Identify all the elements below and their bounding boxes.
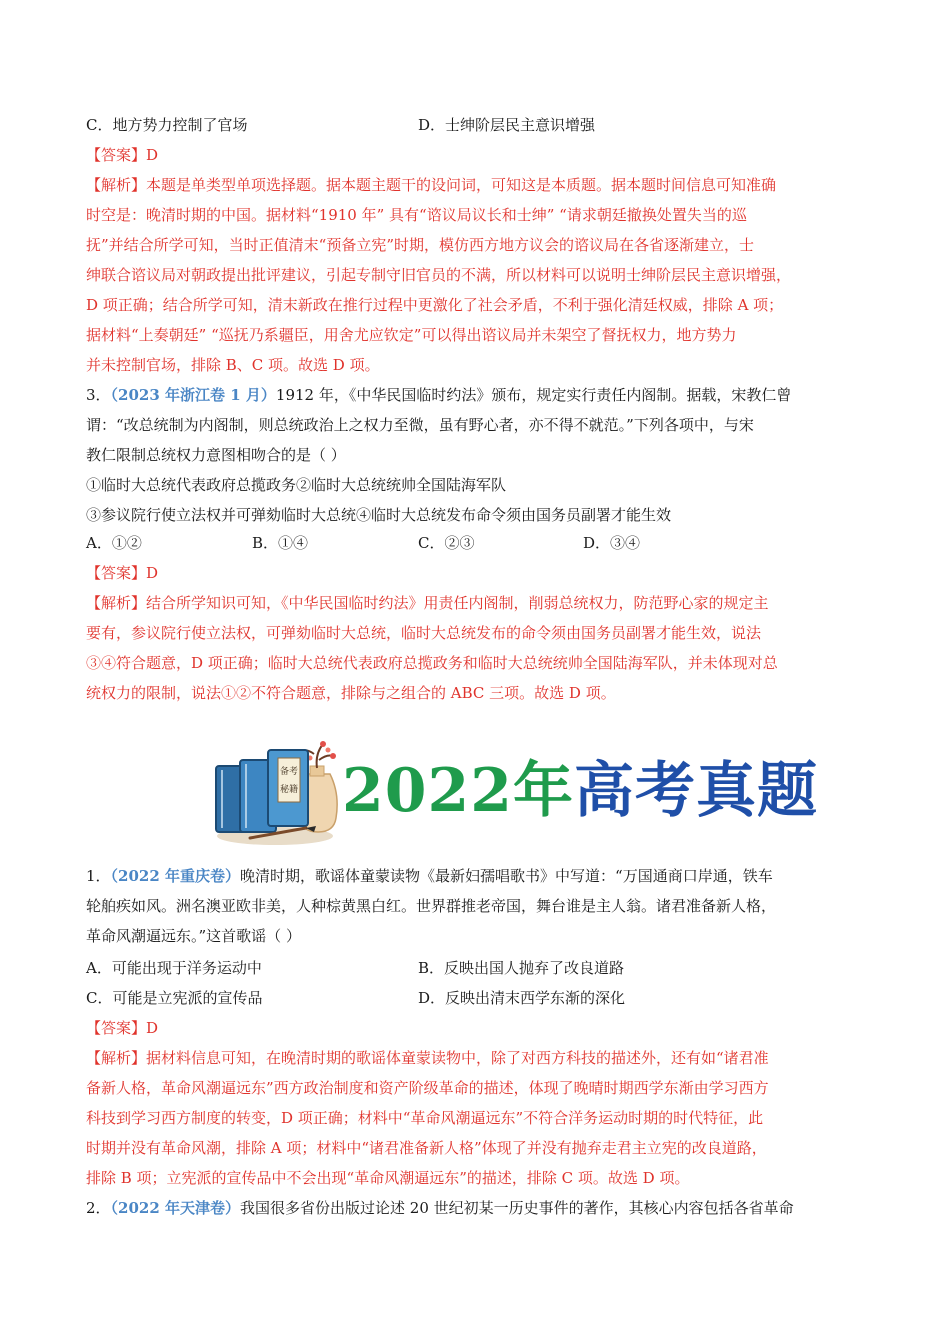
stem-text: 谓：“改总统制为内阁制，则总统政治上之权力至微，虽有野心者，亦不得不就范。”下列各项中，与宋 <box>86 416 754 434</box>
stem-text: 我国很多省份出版过论述 20 世纪初某一历史事件的著作，其核心内容包括各省革命 <box>240 1199 794 1217</box>
analysis-line: 时空是：晚清时期的中国。据材料“1910 年” 具有“谘议局议长和士绅” “请求朝廷撤换处置失当的巡 <box>86 206 747 224</box>
question-number: 2． <box>86 1199 111 1217</box>
answer-label: 【答案】D <box>86 564 159 582</box>
stem-text: 晚清时期，歌谣体童蒙读物《最新妇孺唱歌书》中写道：“万国通商口岸通，铁车 <box>240 867 773 885</box>
stem-text: 革命风潮逼远东。”这首歌谣（ ） <box>86 927 301 945</box>
statement-items: ③参议院行使立法权并可弹劾临时大总统④临时大总统发布命令须由国务员副署才能生效 <box>86 506 672 524</box>
banner-title <box>342 756 818 826</box>
option-d: D．③④ <box>583 534 641 552</box>
option-c: C．地方势力控制了官场 <box>86 116 248 134</box>
analysis-line: 绅联合谘议局对朝政提出批评建议，引起专制守旧官员的不满，所以材料可以说明士绅阶层民主意识增强， <box>86 266 792 284</box>
question-stem <box>86 1198 794 1218</box>
analysis-line: 排除 B 项；立宪派的宣传品中不会出现“革命风潮逼远东”的描述，排除 C 项。故选 D 项。 <box>86 1169 690 1187</box>
question-number: 3． <box>86 386 111 404</box>
analysis-line: 抚”并结合所学可知，当时正值清末“预备立宪”时期，模仿西方地方议会的谘议局在各省逐渐建立，士 <box>86 236 755 254</box>
analysis-line: 【解析】本题是单类型单项选择题。据本题主题干的设问词，可知这是本质题。据本题时间信息可知准确 <box>86 176 777 194</box>
analysis-line: ③④符合题意，D 项正确；临时大总统代表政府总揽政务和临时大总统统帅全国陆海军队，并未体现对总 <box>86 654 778 672</box>
book-stack-icon <box>210 736 340 850</box>
stem-text: 1912 年，《中华民国临时约法》颁布，规定实行责任内阁制。据载，宋教仁曾 <box>275 386 792 404</box>
question-number: 1． <box>86 867 111 885</box>
analysis-line: 统权力的限制，说法①②不符合题意，排除与之组合的 ABC 三项。故选 D 项。 <box>86 684 616 702</box>
statement-items: ①临时大总统代表政府总揽政务②临时大总统统帅全国陆海军队 <box>86 476 507 494</box>
book-label-2: 秘籍 <box>279 785 299 795</box>
analysis-line: D 项正确；结合所学可知，清末新政在推行过程中更激化了社会矛盾，不利于强化清廷权威，排除 A 项； <box>86 296 784 314</box>
question-source: （2023 年浙江卷 1 月） <box>110 386 276 404</box>
option-b: B．反映出国人抛弃了改良道路 <box>418 959 625 977</box>
option-d: D．士绅阶层民主意识增强 <box>418 116 596 134</box>
banner-year: 2022年 <box>342 756 574 826</box>
banner-heading: 高考真题 <box>574 756 818 826</box>
analysis-line: 并未控制官场，排除 B、C 项。故选 D 项。 <box>86 356 380 374</box>
answer-label: 【答案】D <box>86 146 159 164</box>
book-label-1: 备考 <box>279 767 299 777</box>
option-b: B．①④ <box>252 534 309 552</box>
analysis-line: 科技到学习西方制度的转变，D 项正确；材料中“革命风潮逼远东”不符合洋务运动时期的时代特征，此 <box>86 1109 764 1127</box>
analysis-line: 时期并没有革命风潮，排除 A 项；材料中“诸君准备新人格”体现了并没有抛弃走君主立宪的改良道路， <box>86 1139 767 1157</box>
question-source: （2022 年重庆卷） <box>110 867 241 885</box>
analysis-line: 备新人格，革命风潮逼远东”西方政治制度和资产阶级革命的描述，体现了晚晴时期西学东渐由学习西方 <box>86 1079 769 1097</box>
question-stem <box>86 385 791 405</box>
question-source: （2022 年天津卷） <box>110 1199 241 1217</box>
section-banner <box>210 736 818 850</box>
stem-text: 轮舶疾如风。洲名澳亚欧非美，人种棕黄黑白红。世界群推老帝国，舞台谁是主人翁。诸君准备新人格， <box>86 897 777 915</box>
analysis-line: 【解析】据材料信息可知，在晚清时期的歌谣体童蒙读物中，除了对西方科技的描述外，还有如“诸君准 <box>86 1049 769 1067</box>
analysis-line: 要有，参议院行使立法权，可弹劾临时大总统，临时大总统发布的命令须由国务员副署才能生效，说法 <box>86 624 762 642</box>
option-d: D．反映出清末西学东渐的深化 <box>418 989 626 1007</box>
option-c: C．可能是立宪派的宣传品 <box>86 989 263 1007</box>
stem-text: 教仁限制总统权力意图相吻合的是（ ） <box>86 446 346 464</box>
option-a: A．①② <box>86 534 142 552</box>
option-a: A．可能出现于洋务运动中 <box>86 959 262 977</box>
answer-label: 【答案】D <box>86 1019 159 1037</box>
question-stem <box>86 866 773 886</box>
analysis-line: 【解析】结合所学知识可知，《中华民国临时约法》用责任内阁制，削弱总统权力，防范野心家的规定主 <box>86 594 769 612</box>
option-c: C．②③ <box>418 534 475 552</box>
analysis-line: 据材料“上奏朝廷” “巡抚乃系疆臣，用舍尤应钦定”可以得出谘议局并未架空了督抚权力，地方势力 <box>86 326 737 344</box>
